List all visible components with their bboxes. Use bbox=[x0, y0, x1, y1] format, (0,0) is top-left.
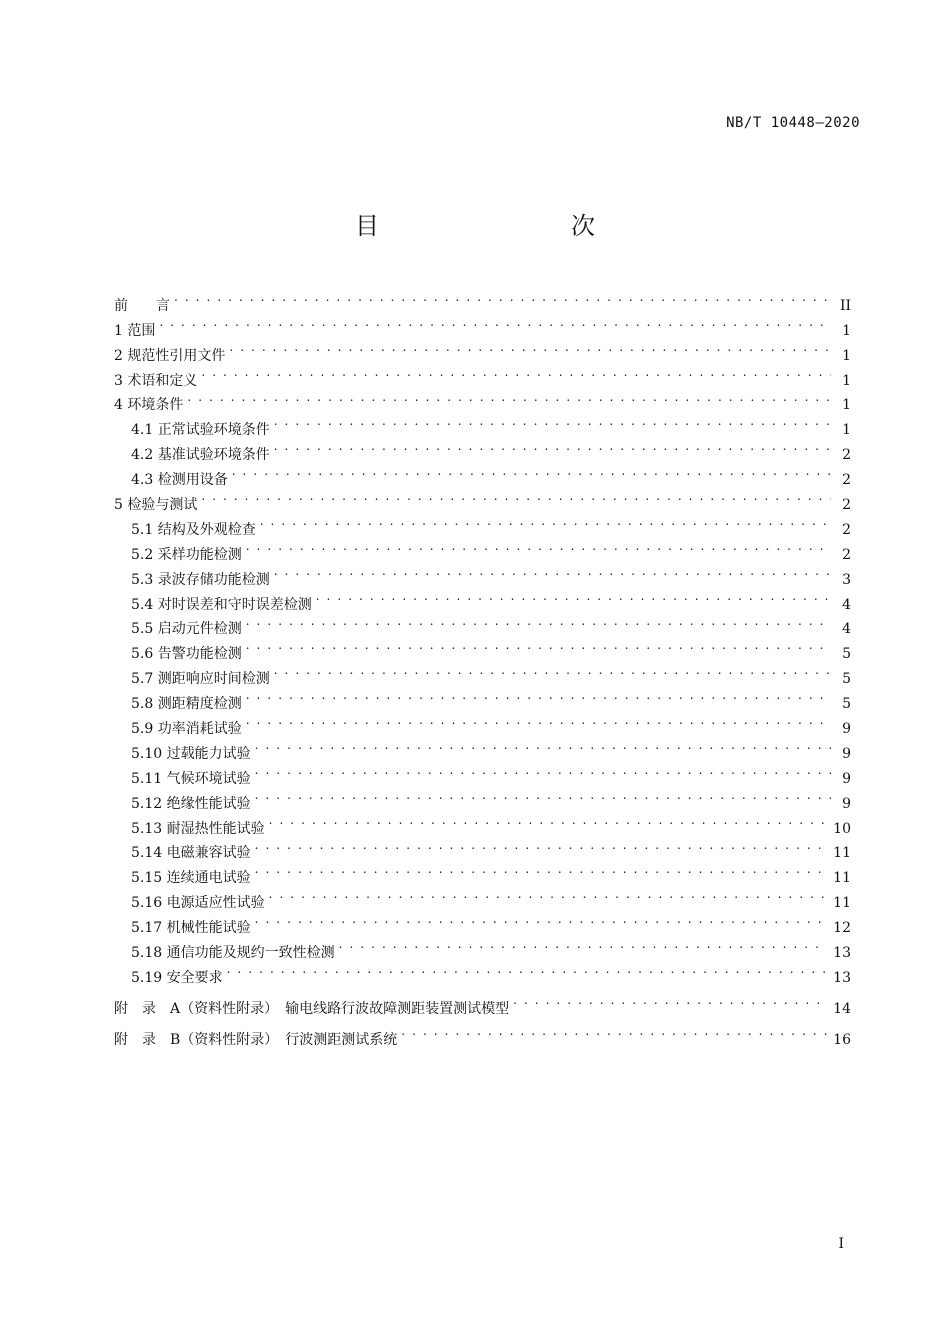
toc-entry[interactable] bbox=[114, 285, 851, 314]
toc-entry-page: II bbox=[839, 297, 851, 314]
toc-dot-leader bbox=[255, 857, 828, 882]
toc-entry-page: 2 bbox=[842, 521, 851, 538]
toc-entry-page: 4 bbox=[842, 596, 851, 613]
toc-entry-page: 11 bbox=[833, 870, 851, 887]
toc-dot-leader bbox=[227, 957, 828, 982]
toc-dot-leader bbox=[260, 509, 831, 534]
toc-dot-leader bbox=[401, 1019, 827, 1044]
toc-entry-page: 3 bbox=[842, 571, 851, 588]
toc-entry-page: 9 bbox=[842, 770, 851, 787]
toc-entry-page: 9 bbox=[842, 745, 851, 762]
toc-entry-label: 5.2 采样功能检测 bbox=[131, 546, 242, 563]
toc-dot-leader bbox=[246, 708, 831, 733]
toc-entry-page: 1 bbox=[842, 347, 851, 364]
toc-entry-label: 4 环境条件 bbox=[114, 397, 184, 414]
toc-entry-label: 5.4 对时误差和守时误差检测 bbox=[131, 596, 312, 613]
toc-dot-leader bbox=[274, 434, 831, 459]
document-id: NB/T 10448—2020 bbox=[726, 115, 860, 131]
toc-dot-leader bbox=[232, 459, 831, 484]
toc-entry-page: 1 bbox=[842, 372, 851, 389]
toc-entry-label: 5.14 电磁兼容试验 bbox=[131, 845, 251, 862]
toc-entry-label: 5.12 绝缘性能试验 bbox=[131, 795, 251, 812]
toc-dot-leader bbox=[246, 633, 831, 658]
toc-dot-leader bbox=[269, 882, 828, 907]
toc-entry-label: 5.7 测距响应时间检测 bbox=[131, 671, 270, 688]
toc-entry-page: 1 bbox=[842, 422, 851, 439]
toc-entry-page: 13 bbox=[833, 969, 851, 986]
toc-entry-page: 5 bbox=[842, 646, 851, 663]
toc-dot-leader bbox=[255, 833, 828, 858]
toc-entry-label: 5.10 过载能力试验 bbox=[131, 745, 251, 762]
toc-entry-page: 2 bbox=[842, 546, 851, 563]
toc-entry-label: 5.19 安全要求 bbox=[131, 969, 223, 986]
toc-dot-leader bbox=[255, 733, 831, 758]
toc-entry-label: 5.3 录波存储功能检测 bbox=[131, 571, 270, 588]
toc-entry-label: 5.6 告警功能检测 bbox=[131, 646, 242, 663]
toc-entry-page: 16 bbox=[833, 1031, 851, 1048]
toc-entry-label: 附 录 A（资料性附录） 输电线路行波故障测距装置测试模型 bbox=[114, 1000, 510, 1017]
toc-entry[interactable] bbox=[114, 1019, 851, 1048]
toc-entry[interactable] bbox=[114, 360, 851, 389]
toc-entry[interactable] bbox=[114, 484, 851, 514]
toc-entry-page: 2 bbox=[842, 472, 851, 489]
toc-dot-leader bbox=[339, 932, 828, 957]
toc-entry-page: 9 bbox=[842, 795, 851, 812]
toc-dot-leader bbox=[274, 658, 831, 683]
toc-entry-label: 4.1 正常试验环境条件 bbox=[131, 422, 270, 439]
toc-entry-label: 5.9 功率消耗试验 bbox=[131, 721, 242, 738]
toc-entry-page: 14 bbox=[833, 1000, 851, 1017]
toc-entry-page: 1 bbox=[842, 397, 851, 414]
toc-dot-leader bbox=[159, 310, 831, 335]
toc-dot-leader bbox=[246, 683, 831, 708]
toc-dot-leader bbox=[316, 584, 831, 609]
toc-dot-leader bbox=[201, 484, 831, 509]
page-title: 目 次 bbox=[355, 212, 643, 240]
toc-entry-label: 3 术语和定义 bbox=[114, 372, 198, 389]
toc-dot-leader bbox=[513, 988, 827, 1013]
toc-entry-page: 11 bbox=[833, 845, 851, 862]
toc-dot-leader bbox=[255, 783, 831, 808]
toc-entry-label: 5 检验与测试 bbox=[114, 497, 198, 514]
page-number: I bbox=[838, 1236, 844, 1252]
toc-entry-page: 2 bbox=[842, 447, 851, 464]
toc-entry-page: 13 bbox=[833, 945, 851, 962]
toc-entry-page: 2 bbox=[842, 497, 851, 514]
toc-entry-page: 10 bbox=[833, 820, 851, 837]
toc-entry-label: 前 言 bbox=[114, 297, 170, 314]
toc-entry-label: 1 范围 bbox=[114, 322, 156, 339]
toc-dot-leader bbox=[255, 758, 831, 783]
toc-entry[interactable] bbox=[114, 509, 851, 538]
toc-entry-label: 5.11 气候环境试验 bbox=[131, 770, 251, 787]
toc-entry-label: 5.17 机械性能试验 bbox=[131, 920, 251, 937]
toc-entry-label: 5.16 电源适应性试验 bbox=[131, 895, 265, 912]
toc-entry[interactable] bbox=[114, 335, 851, 364]
toc-dot-leader bbox=[255, 907, 828, 932]
toc-dot-leader bbox=[201, 360, 831, 385]
toc-entry-label: 5.1 结构及外观检查 bbox=[131, 521, 256, 538]
toc-entry-label: 2 规范性引用文件 bbox=[114, 347, 226, 364]
toc-entry[interactable] bbox=[114, 409, 851, 439]
table-of-contents bbox=[114, 285, 851, 1048]
toc-entry[interactable] bbox=[114, 385, 851, 414]
toc-dot-leader bbox=[274, 409, 831, 434]
toc-entry-label: 5.18 通信功能及规约一致性检测 bbox=[131, 945, 335, 962]
toc-entry[interactable] bbox=[114, 988, 851, 1017]
toc-entry-label: 5.5 启动元件检测 bbox=[131, 621, 242, 638]
toc-dot-leader bbox=[229, 335, 831, 360]
toc-entry-label: 5.8 测距精度检测 bbox=[131, 696, 242, 713]
toc-dot-leader bbox=[269, 808, 828, 833]
toc-entry-page: 5 bbox=[842, 696, 851, 713]
toc-dot-leader bbox=[246, 609, 831, 634]
toc-entry-label: 5.15 连续通电试验 bbox=[131, 870, 251, 887]
toc-entry[interactable] bbox=[114, 310, 851, 339]
toc-dot-leader bbox=[274, 559, 831, 584]
toc-entry-label: 5.13 耐湿热性能试验 bbox=[131, 820, 265, 837]
toc-entry-page: 11 bbox=[833, 895, 851, 912]
toc-entry-page: 12 bbox=[833, 920, 851, 937]
toc-entry-page: 4 bbox=[842, 621, 851, 638]
toc-dot-leader bbox=[174, 285, 831, 310]
toc-entry-page: 1 bbox=[842, 322, 851, 339]
toc-dot-leader bbox=[246, 534, 831, 559]
toc-entry-label: 4.2 基准试验环境条件 bbox=[131, 447, 270, 464]
toc-entry-page: 9 bbox=[842, 721, 851, 738]
toc-entry-label: 附 录 B（资料性附录） 行波测距测试系统 bbox=[114, 1031, 398, 1048]
toc-entry-page: 5 bbox=[842, 671, 851, 688]
toc-dot-leader bbox=[187, 385, 831, 410]
toc-entry-label: 4.3 检测用设备 bbox=[131, 472, 228, 489]
